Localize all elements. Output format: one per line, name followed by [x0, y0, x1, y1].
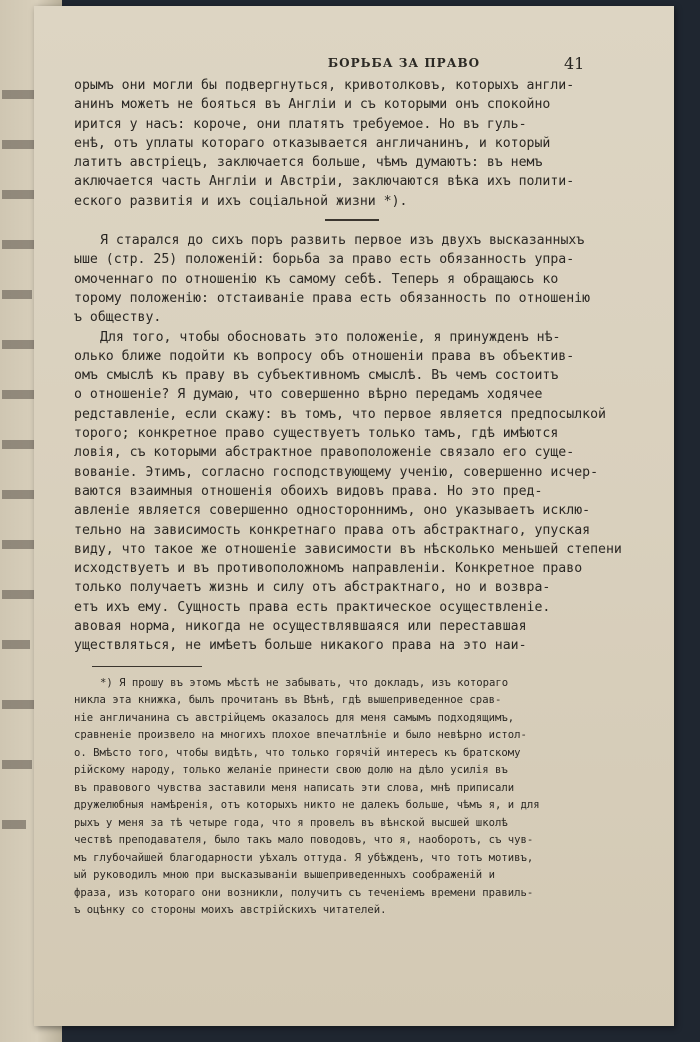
running-header: БОРЬБА ЗА ПРАВО — [327, 56, 481, 70]
text-line: латитъ австріецъ, заключается больше, чѣмъ думаютъ: въ немъ — [74, 155, 543, 171]
footnote-line: дружелюбныя намѣренія, отъ которыхъ никто не далекъ больше, чѣмъ я, и для — [74, 799, 540, 812]
footnote-line: мъ глубочайшей благодарности уѣхалъ оттуда. Я убѣжденъ, что тотъ мотивъ, — [74, 851, 534, 864]
footnote-line: ъ оцѣнку со стороны моихъ австрійскихъ читателей. — [74, 904, 387, 917]
text-line: омъ смыслѣ къ праву въ субъективномъ смыслѣ. Въ чемъ состоитъ — [74, 368, 559, 384]
text-line: омоченнаго по отношенію къ самому себѣ. Теперь я обращаюсь ко — [74, 271, 559, 287]
text-line: авленіе является совершенно одностороннимъ, оно указываетъ исклю- — [74, 503, 591, 519]
text-line: только получаетъ жизнь и силу отъ абстрактнаго, но и возвра- — [74, 580, 551, 596]
section-separator — [325, 219, 379, 221]
text-line: торого; конкретное право существуетъ только тамъ, гдѣ имѣются — [74, 426, 559, 442]
footnote-line: рійскому народу, только желаніе принести свою долю на дѣло усилія въ — [74, 764, 508, 777]
body-text — [74, 76, 629, 920]
paragraph-3 — [74, 328, 629, 656]
footnote-line: рыхъ у меня за тѣ четыре года, что я провелъ въ вѣнской высшей школѣ — [74, 816, 508, 829]
text-line: анинъ можетъ не бояться въ Англіи и съ которыми онъ спокойно — [74, 97, 551, 113]
text-line: орымъ они могли бы подвергнуться, кривотолковъ, которыхъ англи- — [74, 78, 575, 93]
footnote — [74, 675, 629, 920]
footnote-rule — [92, 666, 202, 667]
footnote-line: никла эта книжка, былъ прочитанъ въ Вѣнѣ, гдѣ вышеприведенное срав- — [74, 694, 502, 707]
text-line: еского развитія и ихъ соціальной жизни *). — [74, 193, 408, 209]
text-line: ловія, съ которыми абстрактное правоположеніе связало его суще- — [74, 445, 575, 461]
footnote-line: о. Вмѣсто того, чтобы видѣть, что только горячій интересъ къ братскому — [74, 746, 521, 759]
text-line: исходствуетъ и въ противоположномъ направленіи. Конкретное право — [74, 561, 583, 577]
text-line: аключается часть Англіи и Австріи, заключаются вѣка ихъ полити- — [74, 174, 575, 190]
text-line: етъ ихъ ему. Сущность права есть практическое осуществленіе. — [74, 599, 551, 615]
text-line: олько ближе подойти къ вопросу объ отношеніи права въ объектив- — [74, 348, 575, 364]
book-page — [34, 6, 674, 1026]
footnote-line: сравненіе произвело на многихъ плохое впечатлѣніе и было невѣрно истол- — [74, 729, 527, 742]
footnote-line: ый руководилъ мною при высказываніи вышеприведенныхъ соображеній и — [74, 869, 495, 882]
text-line: ыше (стр. 25) положеній: борьба за право есть обязанность упра- — [74, 252, 575, 268]
text-line: о отношеніе? Я думаю, что совершенно вѣрно передамъ ходячее — [74, 387, 543, 403]
footnote-line: въ правового чувства заставили меня написать эти слова, мнѣ приписали — [74, 781, 515, 794]
text-line: Для того, чтобы обосновать это положеніе, я принужденъ нѣ- — [100, 329, 561, 345]
text-line: тельно на зависимость конкретнаго права отъ абстрактнаго, упуская — [74, 522, 591, 538]
text-line: ъ обществу. — [74, 310, 162, 326]
text-line: торому положенію: отстаиваніе права есть обязанность по отношенію — [74, 290, 591, 306]
paragraph-2 — [74, 231, 629, 327]
text-line: редставленіе, если скажу: въ томъ, что первое является предпосылкой — [74, 406, 606, 422]
text-line: ваются взаимныя отношенія обоихъ видовъ права. Но это пред- — [74, 483, 543, 499]
text-line: уществляться, не имѣетъ больше никакого права на это наи- — [74, 638, 527, 654]
footnote-line: чествѣ преподавателя, было такъ мало поводовъ, что я, наоборотъ, съ чув- — [74, 834, 534, 847]
text-line: виду, что такое же отношеніе зависимости въ нѣсколько меньшей степени — [74, 541, 622, 557]
footnote-line: ніе англичанина съ австрійцемъ оказалось для меня самымъ подходящимъ, — [74, 711, 515, 724]
text-line: енѣ, отъ уплаты котораго отказывается англичанинъ, и который — [74, 135, 551, 151]
text-line: вованіе. Этимъ, согласно господствующему ученію, совершенно исчер- — [74, 464, 599, 480]
paragraph-1 — [74, 76, 629, 211]
text-line: авовая норма, никогда не осуществлявшаяся или переставшая — [74, 619, 527, 635]
footnote-line: *) Я прошу въ этомъ мѣстѣ не забывать, что докладъ, изъ котораго — [100, 676, 509, 689]
text-line: Я старался до сихъ поръ развить первое изъ двухъ высказанныхъ — [100, 233, 585, 249]
footnote-line: фраза, изъ котораго они возникли, получитъ съ теченіемъ времени правиль- — [74, 886, 534, 899]
text-line: ирится у насъ: короче, они платятъ требуемое. Но въ гуль- — [74, 116, 527, 132]
page-number: 41 — [564, 54, 585, 73]
